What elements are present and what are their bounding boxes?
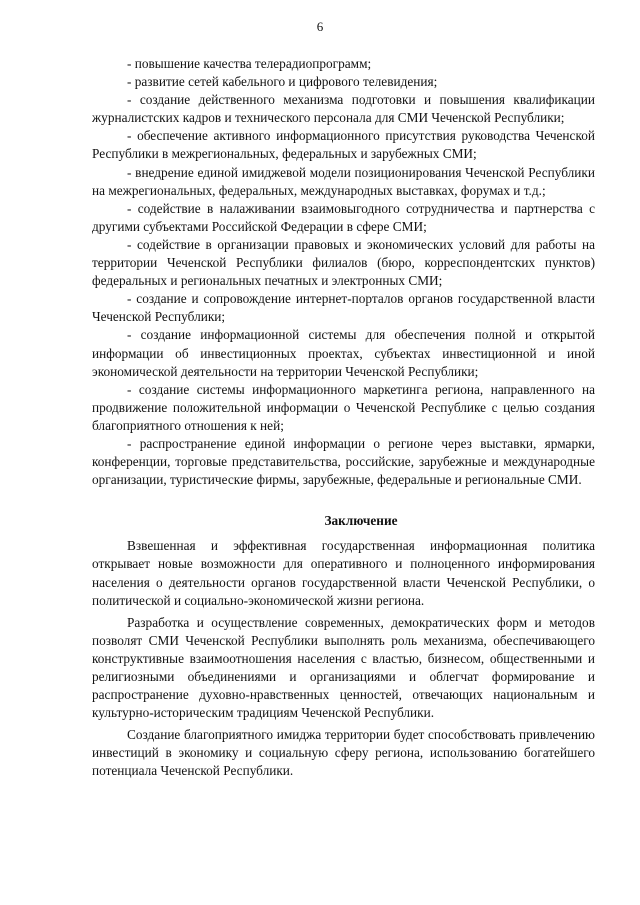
bullet-item: - создание системы информационного маркетинга региона, направленного на продвижение положительной информации о Чеченской Республике с целью создания благоприятного отношения к ней; (92, 381, 595, 433)
page-number: 6 (316, 19, 324, 34)
page-content (92, 55, 595, 785)
bullet-item: - содействие в налаживании взаимовыгодного сотрудничества и партнерства с другими субъектами Российской Федерации в сфере СМИ; (92, 200, 595, 234)
bullet-item: - создание действенного механизма подготовки и повышения квалификации журналистских кадров и технического персонала для СМИ Чеченской Республики; (92, 92, 595, 126)
conclusion-paragraph: Взвешенная и эффективная государственная информационная политика открывает новые возможности для оперативного и полноценного информирования населения о деятельности органов государственной власти Чеченской Республики, о политической и социально-экономической жизни региона. (92, 538, 595, 608)
bullet-item: - развитие сетей кабельного и цифрового телевидения; (127, 74, 438, 90)
bullet-item: - содействие в организации правовых и экономических условий для работы на территории Чеченской Республики филиалов (бюро, корреспондентских пунктов) федеральных и региональных печатных и электронных СМИ; (92, 236, 595, 289)
bullet-item: - распространение единой информации о регионе через выставки, ярмарки, конференции, торговые представительства, российские, зарубежные и международные организации, туристические фирмы, зарубежные, федеральные и региональные СМИ. (92, 435, 595, 488)
bullet-item: - обеспечение активного информационного присутствия руководства Чеченской Республики в межрегиональных, федеральных и зарубежных СМИ; (92, 128, 595, 162)
bullet-item: - создание и сопровождение интернет-порталов органов государственной власти Чеченской Республики; (92, 291, 595, 325)
bullet-item: - внедрение единой имиджевой модели позиционирования Чеченской Республики на межрегиональных, федеральных, международных выставках, форумах и т.д.; (92, 164, 595, 198)
conclusion-paragraph: Разработка и осуществление современных, демократических форм и методов позволят СМИ Чеченской Республики выполнять роль механизма, обеспечивающего конструктивные взаимоотношения населения с властью, бизнесом, общественными и религиозными объединениями и организациями и облегчат формирование и распространение духовно-нравственных ценностей, отвечающих национальным и культурно-историческим традициям Чеченской Республики. (92, 614, 595, 721)
section-heading-conclusion: Заключение (324, 513, 398, 529)
conclusion-paragraph: Создание благоприятного имиджа территории будет способствовать привлечению инвестиций в экономику и социальную сферу региона, использованию богатейшего потенциала Чеченской Республики. (92, 727, 595, 779)
bullet-item: - создание информационной системы для обеспечения полной и открытой информации об инвестиционных проектах, субъектах инвестиционной и иной экономической деятельности на территории Чеченской Республики; (92, 327, 595, 379)
bullet-item: - повышение качества телерадиопрограмм; (127, 56, 372, 71)
